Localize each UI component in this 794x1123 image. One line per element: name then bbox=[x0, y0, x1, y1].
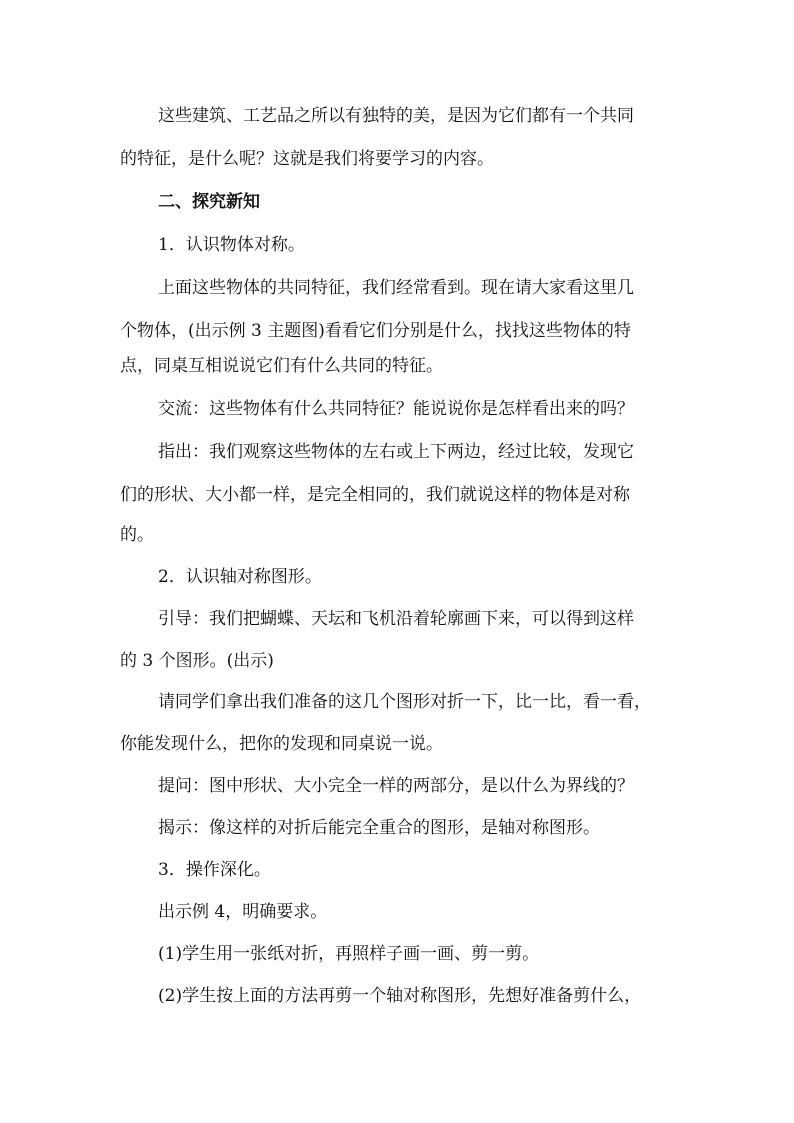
paragraph-line: 的。 bbox=[120, 525, 154, 545]
paragraph-line: 们的形状、大小都一样，是完全相同的，我们就说这样的物体是对称 bbox=[120, 485, 630, 505]
paragraph-line: 你能发现什么，把你的发现和同桌说一说。 bbox=[120, 734, 443, 754]
paragraph-line: 请同学们拿出我们准备的这几个图形对折一下，比一比，看一看， bbox=[158, 692, 651, 712]
paragraph-line: 引导：我们把蝴蝶、天坛和飞机沿着轮廓画下来，可以得到这样 bbox=[158, 609, 634, 629]
paragraph-line: 指出：我们观察这些物体的左右或上下两边，经过比较，发现它 bbox=[158, 442, 634, 462]
paragraph-line: 提问：图中形状、大小完全一样的两部分，是以什么为界线的？ bbox=[158, 776, 634, 796]
paragraph-line: 交流：这些物体有什么共同特征？能说说你是怎样看出来的吗？ bbox=[158, 399, 634, 419]
paragraph-line: 上面这些物体的共同特征，我们经常看到。现在请大家看这里几 bbox=[158, 278, 634, 298]
paragraph-line: 这些建筑、工艺品之所以有独特的美，是因为它们都有一个共同 bbox=[158, 106, 634, 126]
subsection-heading: 1．认识物体对称。 bbox=[158, 235, 305, 255]
section-heading: 二、探究新知 bbox=[158, 192, 260, 212]
paragraph-line: 点，同桌互相说说它们有什么共同的特征。 bbox=[120, 356, 443, 376]
list-item: (2)学生按上面的方法再剪一个轴对称图形，先想好准备剪什么， bbox=[158, 986, 642, 1006]
paragraph-line: 的 3 个图形。(出示) bbox=[120, 651, 274, 671]
subsection-heading: 2．认识轴对称图形。 bbox=[158, 567, 322, 587]
paragraph-line: 个物体，(出示例 3 主题图)看看它们分别是什么，找找这些物体的特 bbox=[120, 321, 631, 341]
list-item: (1)学生用一张纸对折，再照样子画一画、剪一剪。 bbox=[158, 944, 540, 964]
paragraph-line: 出示例 4，明确要求。 bbox=[158, 902, 328, 922]
subsection-heading: 3．操作深化。 bbox=[158, 860, 271, 880]
paragraph-line: 揭示：像这样的对折后能完全重合的图形，是轴对称图形。 bbox=[158, 818, 600, 838]
paragraph-line: 的特征，是什么呢？这就是我们将要学习的内容。 bbox=[120, 149, 494, 169]
